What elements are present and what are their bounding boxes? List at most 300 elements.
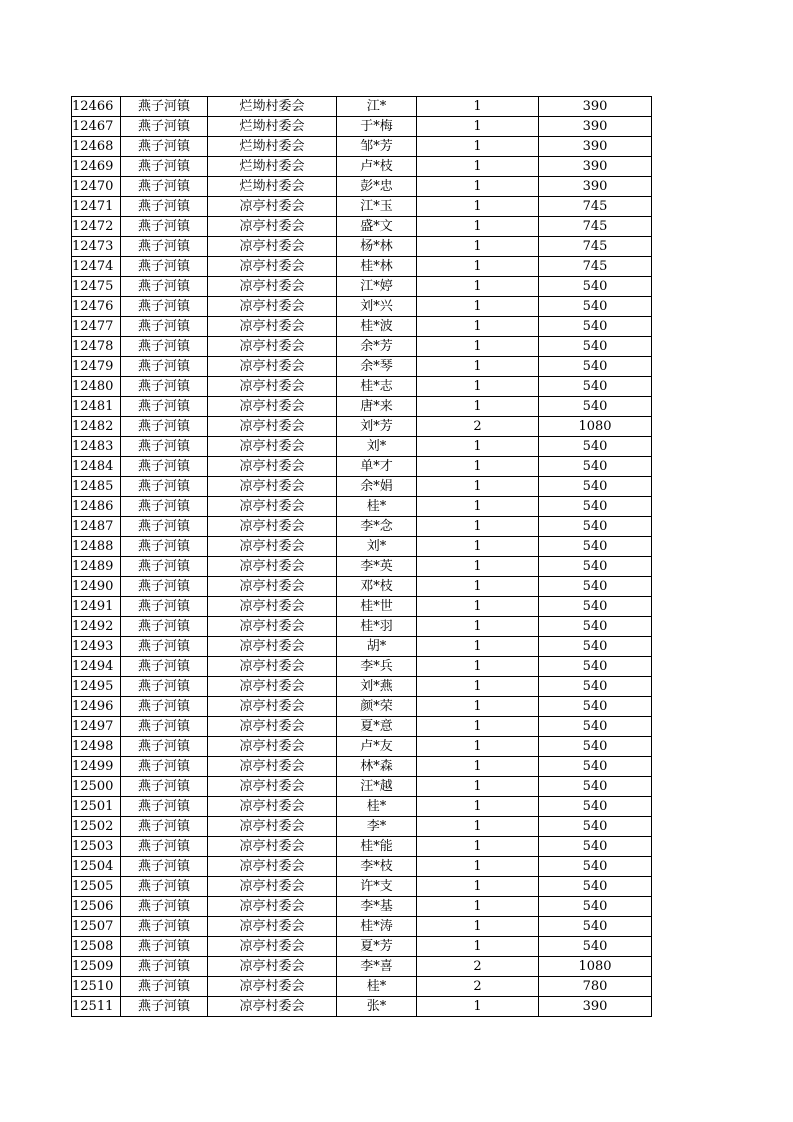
person-name-cell: 杨*林 [337, 237, 417, 257]
count-cell: 1 [417, 837, 539, 857]
person-name-cell: 单*才 [337, 457, 417, 477]
row-number-cell: 12510 [72, 977, 121, 997]
count-cell: 1 [417, 437, 539, 457]
person-name-cell: 张* [337, 997, 417, 1017]
table-row [72, 997, 652, 1017]
town-cell: 燕子河镇 [121, 397, 208, 417]
town-cell: 燕子河镇 [121, 117, 208, 137]
table-row [72, 497, 652, 517]
village-cell: 凉亭村委会 [208, 557, 337, 577]
village-cell: 凉亭村委会 [208, 597, 337, 617]
row-number-cell: 12489 [72, 557, 121, 577]
count-cell: 1 [417, 217, 539, 237]
table-row [72, 357, 652, 377]
amount-cell: 540 [539, 597, 652, 617]
table-row [72, 237, 652, 257]
row-number-cell: 12481 [72, 397, 121, 417]
count-cell: 1 [417, 697, 539, 717]
table-row [72, 517, 652, 537]
town-cell: 燕子河镇 [121, 797, 208, 817]
table-row [72, 477, 652, 497]
table-row [72, 157, 652, 177]
town-cell: 燕子河镇 [121, 177, 208, 197]
amount-cell: 540 [539, 357, 652, 377]
person-name-cell: 盛*文 [337, 217, 417, 237]
amount-cell: 540 [539, 617, 652, 637]
village-cell: 烂坳村委会 [208, 97, 337, 117]
town-cell: 燕子河镇 [121, 317, 208, 337]
person-name-cell: 于*梅 [337, 117, 417, 137]
village-cell: 凉亭村委会 [208, 617, 337, 637]
count-cell: 1 [417, 877, 539, 897]
town-cell: 燕子河镇 [121, 817, 208, 837]
village-cell: 凉亭村委会 [208, 297, 337, 317]
amount-cell: 540 [539, 517, 652, 537]
village-cell: 凉亭村委会 [208, 437, 337, 457]
amount-cell: 540 [539, 577, 652, 597]
count-cell: 1 [417, 397, 539, 417]
town-cell: 燕子河镇 [121, 237, 208, 257]
table-row [72, 537, 652, 557]
village-cell: 凉亭村委会 [208, 337, 337, 357]
row-number-cell: 12511 [72, 997, 121, 1017]
person-name-cell: 李*基 [337, 897, 417, 917]
town-cell: 燕子河镇 [121, 937, 208, 957]
person-name-cell: 江* [337, 97, 417, 117]
person-name-cell: 李*兵 [337, 657, 417, 677]
person-name-cell: 桂*能 [337, 837, 417, 857]
village-cell: 凉亭村委会 [208, 677, 337, 697]
count-cell: 1 [417, 737, 539, 757]
row-number-cell: 12509 [72, 957, 121, 977]
row-number-cell: 12508 [72, 937, 121, 957]
village-cell: 凉亭村委会 [208, 857, 337, 877]
town-cell: 燕子河镇 [121, 357, 208, 377]
amount-cell: 390 [539, 157, 652, 177]
count-cell: 1 [417, 357, 539, 377]
village-cell: 凉亭村委会 [208, 957, 337, 977]
person-name-cell: 颜*荣 [337, 697, 417, 717]
count-cell: 1 [417, 897, 539, 917]
amount-cell: 390 [539, 177, 652, 197]
count-cell: 1 [417, 157, 539, 177]
amount-cell: 540 [539, 457, 652, 477]
count-cell: 1 [417, 237, 539, 257]
amount-cell: 540 [539, 637, 652, 657]
person-name-cell: 刘*芳 [337, 417, 417, 437]
person-name-cell: 唐*来 [337, 397, 417, 417]
table-body [72, 97, 652, 1017]
town-cell: 燕子河镇 [121, 277, 208, 297]
row-number-cell: 12492 [72, 617, 121, 637]
person-name-cell: 邓*枝 [337, 577, 417, 597]
count-cell: 1 [417, 597, 539, 617]
village-cell: 凉亭村委会 [208, 757, 337, 777]
person-name-cell: 江*玉 [337, 197, 417, 217]
table-row [72, 117, 652, 137]
person-name-cell: 余*芳 [337, 337, 417, 357]
table-row [72, 257, 652, 277]
village-cell: 凉亭村委会 [208, 257, 337, 277]
town-cell: 燕子河镇 [121, 737, 208, 757]
town-cell: 燕子河镇 [121, 857, 208, 877]
person-name-cell: 桂* [337, 797, 417, 817]
amount-cell: 540 [539, 657, 652, 677]
count-cell: 1 [417, 677, 539, 697]
table-row [72, 177, 652, 197]
table-row [72, 677, 652, 697]
count-cell: 1 [417, 637, 539, 657]
count-cell: 1 [417, 117, 539, 137]
person-name-cell: 邹*芳 [337, 137, 417, 157]
table-row [72, 97, 652, 117]
row-number-cell: 12484 [72, 457, 121, 477]
amount-cell: 1080 [539, 417, 652, 437]
person-name-cell: 刘*兴 [337, 297, 417, 317]
row-number-cell: 12503 [72, 837, 121, 857]
town-cell: 燕子河镇 [121, 377, 208, 397]
row-number-cell: 12504 [72, 857, 121, 877]
town-cell: 燕子河镇 [121, 517, 208, 537]
count-cell: 1 [417, 97, 539, 117]
village-cell: 凉亭村委会 [208, 397, 337, 417]
amount-cell: 540 [539, 537, 652, 557]
count-cell: 1 [417, 577, 539, 597]
amount-cell: 390 [539, 997, 652, 1017]
row-number-cell: 12496 [72, 697, 121, 717]
amount-cell: 540 [539, 797, 652, 817]
person-name-cell: 卢*友 [337, 737, 417, 757]
table-row [72, 917, 652, 937]
town-cell: 燕子河镇 [121, 137, 208, 157]
town-cell: 燕子河镇 [121, 617, 208, 637]
town-cell: 燕子河镇 [121, 757, 208, 777]
person-name-cell: 林*森 [337, 757, 417, 777]
amount-cell: 540 [539, 917, 652, 937]
person-name-cell: 汪*越 [337, 777, 417, 797]
table-row [72, 797, 652, 817]
row-number-cell: 12478 [72, 337, 121, 357]
table-row [72, 397, 652, 417]
person-name-cell: 李* [337, 817, 417, 837]
count-cell: 1 [417, 917, 539, 937]
row-number-cell: 12474 [72, 257, 121, 277]
village-cell: 凉亭村委会 [208, 197, 337, 217]
town-cell: 燕子河镇 [121, 457, 208, 477]
count-cell: 1 [417, 477, 539, 497]
village-cell: 凉亭村委会 [208, 877, 337, 897]
count-cell: 1 [417, 457, 539, 477]
count-cell: 1 [417, 817, 539, 837]
town-cell: 燕子河镇 [121, 337, 208, 357]
person-name-cell: 余*琴 [337, 357, 417, 377]
amount-cell: 540 [539, 677, 652, 697]
village-cell: 凉亭村委会 [208, 657, 337, 677]
amount-cell: 745 [539, 257, 652, 277]
count-cell: 1 [417, 997, 539, 1017]
town-cell: 燕子河镇 [121, 957, 208, 977]
village-cell: 凉亭村委会 [208, 477, 337, 497]
town-cell: 燕子河镇 [121, 537, 208, 557]
village-cell: 凉亭村委会 [208, 997, 337, 1017]
amount-cell: 390 [539, 117, 652, 137]
subsidy-table [71, 96, 652, 1017]
count-cell: 1 [417, 617, 539, 637]
town-cell: 燕子河镇 [121, 897, 208, 917]
count-cell: 1 [417, 797, 539, 817]
person-name-cell: 刘* [337, 437, 417, 457]
table-row [72, 877, 652, 897]
amount-cell: 540 [539, 877, 652, 897]
table-row [72, 957, 652, 977]
count-cell: 1 [417, 257, 539, 277]
count-cell: 2 [417, 977, 539, 997]
table-row [72, 297, 652, 317]
amount-cell: 540 [539, 397, 652, 417]
person-name-cell: 卢*枝 [337, 157, 417, 177]
amount-cell: 540 [539, 437, 652, 457]
count-cell: 1 [417, 557, 539, 577]
table-row [72, 837, 652, 857]
amount-cell: 390 [539, 97, 652, 117]
town-cell: 燕子河镇 [121, 217, 208, 237]
person-name-cell: 桂*林 [337, 257, 417, 277]
village-cell: 凉亭村委会 [208, 917, 337, 937]
town-cell: 燕子河镇 [121, 657, 208, 677]
amount-cell: 540 [539, 817, 652, 837]
town-cell: 燕子河镇 [121, 417, 208, 437]
village-cell: 烂坳村委会 [208, 117, 337, 137]
town-cell: 燕子河镇 [121, 917, 208, 937]
table-row [72, 437, 652, 457]
row-number-cell: 12498 [72, 737, 121, 757]
table-row [72, 557, 652, 577]
person-name-cell: 许*支 [337, 877, 417, 897]
village-cell: 烂坳村委会 [208, 137, 337, 157]
row-number-cell: 12490 [72, 577, 121, 597]
row-number-cell: 12472 [72, 217, 121, 237]
row-number-cell: 12479 [72, 357, 121, 377]
table-row [72, 417, 652, 437]
count-cell: 1 [417, 777, 539, 797]
row-number-cell: 12468 [72, 137, 121, 157]
row-number-cell: 12477 [72, 317, 121, 337]
village-cell: 凉亭村委会 [208, 817, 337, 837]
village-cell: 凉亭村委会 [208, 517, 337, 537]
table-row [72, 817, 652, 837]
count-cell: 1 [417, 337, 539, 357]
table-row [72, 337, 652, 357]
village-cell: 凉亭村委会 [208, 577, 337, 597]
amount-cell: 540 [539, 377, 652, 397]
town-cell: 燕子河镇 [121, 437, 208, 457]
table-row [72, 137, 652, 157]
table-row [72, 897, 652, 917]
row-number-cell: 12494 [72, 657, 121, 677]
table-row [72, 637, 652, 657]
amount-cell: 540 [539, 697, 652, 717]
table-row [72, 597, 652, 617]
amount-cell: 540 [539, 497, 652, 517]
village-cell: 凉亭村委会 [208, 457, 337, 477]
town-cell: 燕子河镇 [121, 717, 208, 737]
count-cell: 1 [417, 857, 539, 877]
count-cell: 1 [417, 517, 539, 537]
table-row [72, 737, 652, 757]
table-row [72, 217, 652, 237]
table-row [72, 617, 652, 637]
village-cell: 烂坳村委会 [208, 157, 337, 177]
amount-cell: 540 [539, 737, 652, 757]
table-row [72, 777, 652, 797]
table-row [72, 377, 652, 397]
person-name-cell: 刘*燕 [337, 677, 417, 697]
amount-cell: 745 [539, 197, 652, 217]
town-cell: 燕子河镇 [121, 777, 208, 797]
table-row [72, 457, 652, 477]
person-name-cell: 李*英 [337, 557, 417, 577]
amount-cell: 540 [539, 317, 652, 337]
row-number-cell: 12487 [72, 517, 121, 537]
town-cell: 燕子河镇 [121, 497, 208, 517]
count-cell: 1 [417, 317, 539, 337]
row-number-cell: 12506 [72, 897, 121, 917]
row-number-cell: 12475 [72, 277, 121, 297]
table-row [72, 277, 652, 297]
row-number-cell: 12488 [72, 537, 121, 557]
person-name-cell: 桂* [337, 497, 417, 517]
table-row [72, 317, 652, 337]
village-cell: 凉亭村委会 [208, 777, 337, 797]
row-number-cell: 12483 [72, 437, 121, 457]
amount-cell: 540 [539, 477, 652, 497]
village-cell: 凉亭村委会 [208, 277, 337, 297]
town-cell: 燕子河镇 [121, 477, 208, 497]
town-cell: 燕子河镇 [121, 837, 208, 857]
count-cell: 1 [417, 497, 539, 517]
person-name-cell: 李*枝 [337, 857, 417, 877]
village-cell: 凉亭村委会 [208, 537, 337, 557]
row-number-cell: 12495 [72, 677, 121, 697]
village-cell: 凉亭村委会 [208, 977, 337, 997]
person-name-cell: 刘* [337, 537, 417, 557]
town-cell: 燕子河镇 [121, 677, 208, 697]
town-cell: 燕子河镇 [121, 157, 208, 177]
row-number-cell: 12497 [72, 717, 121, 737]
amount-cell: 540 [539, 297, 652, 317]
person-name-cell: 彭*忠 [337, 177, 417, 197]
table-row [72, 697, 652, 717]
person-name-cell: 李*念 [337, 517, 417, 537]
town-cell: 燕子河镇 [121, 97, 208, 117]
person-name-cell: 桂*涛 [337, 917, 417, 937]
count-cell: 1 [417, 537, 539, 557]
row-number-cell: 12505 [72, 877, 121, 897]
row-number-cell: 12486 [72, 497, 121, 517]
town-cell: 燕子河镇 [121, 877, 208, 897]
village-cell: 凉亭村委会 [208, 797, 337, 817]
town-cell: 燕子河镇 [121, 557, 208, 577]
row-number-cell: 12476 [72, 297, 121, 317]
amount-cell: 540 [539, 757, 652, 777]
village-cell: 烂坳村委会 [208, 177, 337, 197]
village-cell: 凉亭村委会 [208, 897, 337, 917]
person-name-cell: 胡* [337, 637, 417, 657]
row-number-cell: 12470 [72, 177, 121, 197]
person-name-cell: 桂*世 [337, 597, 417, 617]
count-cell: 2 [417, 417, 539, 437]
amount-cell: 540 [539, 837, 652, 857]
town-cell: 燕子河镇 [121, 597, 208, 617]
count-cell: 1 [417, 177, 539, 197]
village-cell: 凉亭村委会 [208, 217, 337, 237]
person-name-cell: 桂* [337, 977, 417, 997]
town-cell: 燕子河镇 [121, 297, 208, 317]
village-cell: 凉亭村委会 [208, 937, 337, 957]
row-number-cell: 12469 [72, 157, 121, 177]
person-name-cell: 桂*志 [337, 377, 417, 397]
village-cell: 凉亭村委会 [208, 837, 337, 857]
amount-cell: 540 [539, 717, 652, 737]
row-number-cell: 12466 [72, 97, 121, 117]
row-number-cell: 12473 [72, 237, 121, 257]
town-cell: 燕子河镇 [121, 257, 208, 277]
person-name-cell: 余*娟 [337, 477, 417, 497]
table-row [72, 657, 652, 677]
table-row [72, 577, 652, 597]
town-cell: 燕子河镇 [121, 697, 208, 717]
row-number-cell: 12485 [72, 477, 121, 497]
row-number-cell: 12501 [72, 797, 121, 817]
village-cell: 凉亭村委会 [208, 697, 337, 717]
row-number-cell: 12471 [72, 197, 121, 217]
count-cell: 1 [417, 657, 539, 677]
person-name-cell: 桂*羽 [337, 617, 417, 637]
row-number-cell: 12493 [72, 637, 121, 657]
amount-cell: 390 [539, 137, 652, 157]
village-cell: 凉亭村委会 [208, 637, 337, 657]
count-cell: 1 [417, 137, 539, 157]
row-number-cell: 12467 [72, 117, 121, 137]
town-cell: 燕子河镇 [121, 637, 208, 657]
count-cell: 1 [417, 937, 539, 957]
town-cell: 燕子河镇 [121, 577, 208, 597]
count-cell: 1 [417, 377, 539, 397]
village-cell: 凉亭村委会 [208, 417, 337, 437]
table-row [72, 857, 652, 877]
person-name-cell: 江*婷 [337, 277, 417, 297]
village-cell: 凉亭村委会 [208, 357, 337, 377]
person-name-cell: 李*喜 [337, 957, 417, 977]
row-number-cell: 12491 [72, 597, 121, 617]
person-name-cell: 夏*芳 [337, 937, 417, 957]
row-number-cell: 12500 [72, 777, 121, 797]
row-number-cell: 12499 [72, 757, 121, 777]
amount-cell: 540 [539, 777, 652, 797]
table-row [72, 197, 652, 217]
person-name-cell: 夏*意 [337, 717, 417, 737]
amount-cell: 540 [539, 897, 652, 917]
count-cell: 1 [417, 757, 539, 777]
amount-cell: 540 [539, 857, 652, 877]
village-cell: 凉亭村委会 [208, 717, 337, 737]
amount-cell: 540 [539, 337, 652, 357]
count-cell: 1 [417, 277, 539, 297]
amount-cell: 540 [539, 277, 652, 297]
town-cell: 燕子河镇 [121, 997, 208, 1017]
table-row [72, 757, 652, 777]
village-cell: 凉亭村委会 [208, 737, 337, 757]
